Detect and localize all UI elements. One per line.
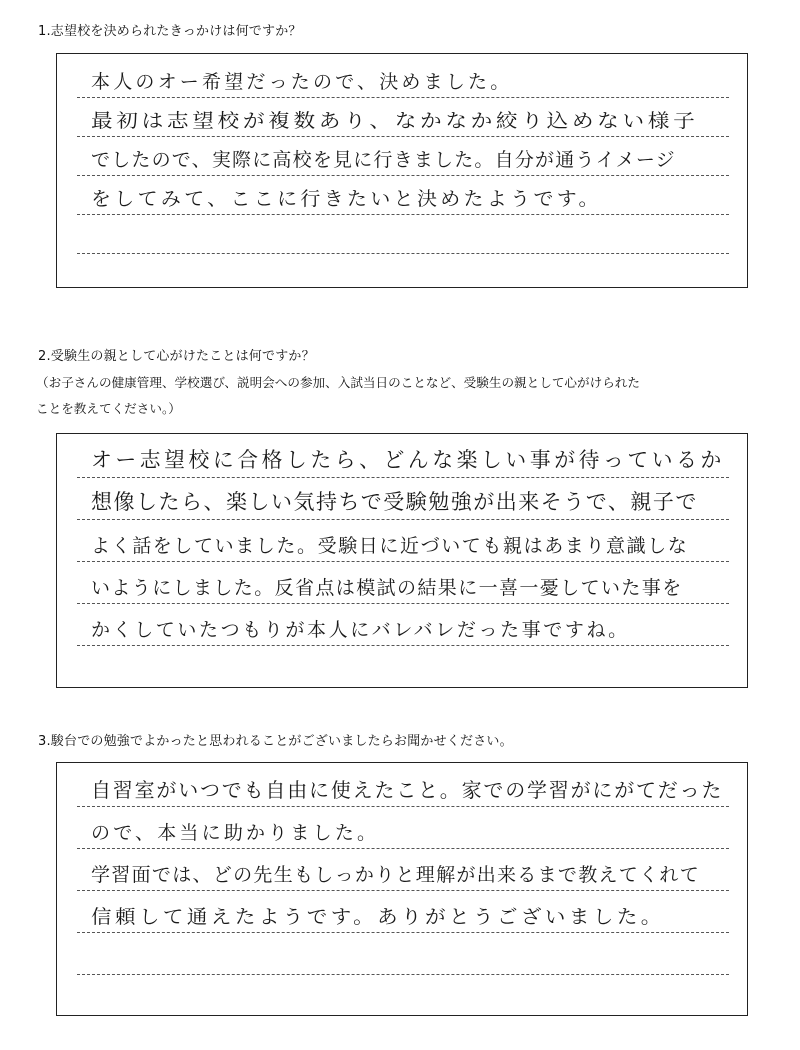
question-3: 3.駿台での勉強でよかったと思われることがございましたらお聞かせください。	[38, 734, 513, 749]
question-2-note-line-2: ことを教えてください。）	[36, 401, 181, 416]
handwritten-text: よく話をしていました。受験日に近づいても親はあまり意識しな	[91, 535, 689, 557]
answer-line	[77, 181, 729, 215]
question-2-note-line-1: （お子さんの健康管理、学校選び、説明会への参加、入試当日のことなど、受験生の親として心がけられた	[36, 375, 640, 390]
question-2: 2.受験生の親として心がけたことは何ですか？	[38, 349, 315, 364]
answer-line	[77, 142, 729, 176]
answer-line	[77, 444, 729, 478]
question-1: 1.志望校を決められたきっかけは何ですか？	[38, 24, 302, 39]
answer-line	[77, 773, 729, 807]
answer-line	[77, 486, 729, 520]
handwritten-text: でしたので、実際に高校を見に行きました。自分が通うイメージ	[91, 149, 676, 171]
handwritten-text: かくしていたつもりが本人にバレバレだった事ですね。	[91, 619, 630, 641]
answer-line	[77, 528, 729, 562]
handwritten-text: 想像したら、楽しい気持ちで受験勉強が出来そうで、親子で	[91, 490, 698, 514]
answer-line	[77, 815, 729, 849]
answer-line	[77, 941, 729, 975]
handwritten-text: オー志望校に合格したら、どんな楽しい事が待っているか	[91, 448, 725, 472]
answer-line	[77, 612, 729, 646]
handwritten-text: 本人のオー希望だったので、決めました。	[91, 71, 513, 93]
answer-line	[77, 570, 729, 604]
handwritten-text: 学習面では、どの先生もしっかりと理解が出来るまで教えてくれて	[91, 864, 701, 886]
answer-box-3	[56, 762, 748, 1016]
answer-box-2	[56, 433, 748, 688]
handwritten-text: 信頼して通えたようです。ありがとうございました。	[91, 906, 665, 928]
handwritten-text: をしてみて、ここに行きたいと決めたようです。	[91, 188, 602, 210]
handwritten-text: ので、本当に助かりました。	[91, 822, 380, 844]
answer-line	[77, 103, 729, 137]
answer-line	[77, 220, 729, 254]
handwritten-text: 最初は志望校が複数あり、なかなか絞り込めない様子	[91, 110, 699, 132]
answer-line	[77, 64, 729, 98]
answer-box-1	[56, 53, 748, 288]
handwritten-text: いようにしました。反省点は模試の結果に一喜一憂していた事を	[91, 577, 683, 599]
answer-line	[77, 899, 729, 933]
answer-line	[77, 857, 729, 891]
handwritten-text: 自習室がいつでも自由に使えたこと。家での学習がにがてだった	[91, 778, 724, 802]
